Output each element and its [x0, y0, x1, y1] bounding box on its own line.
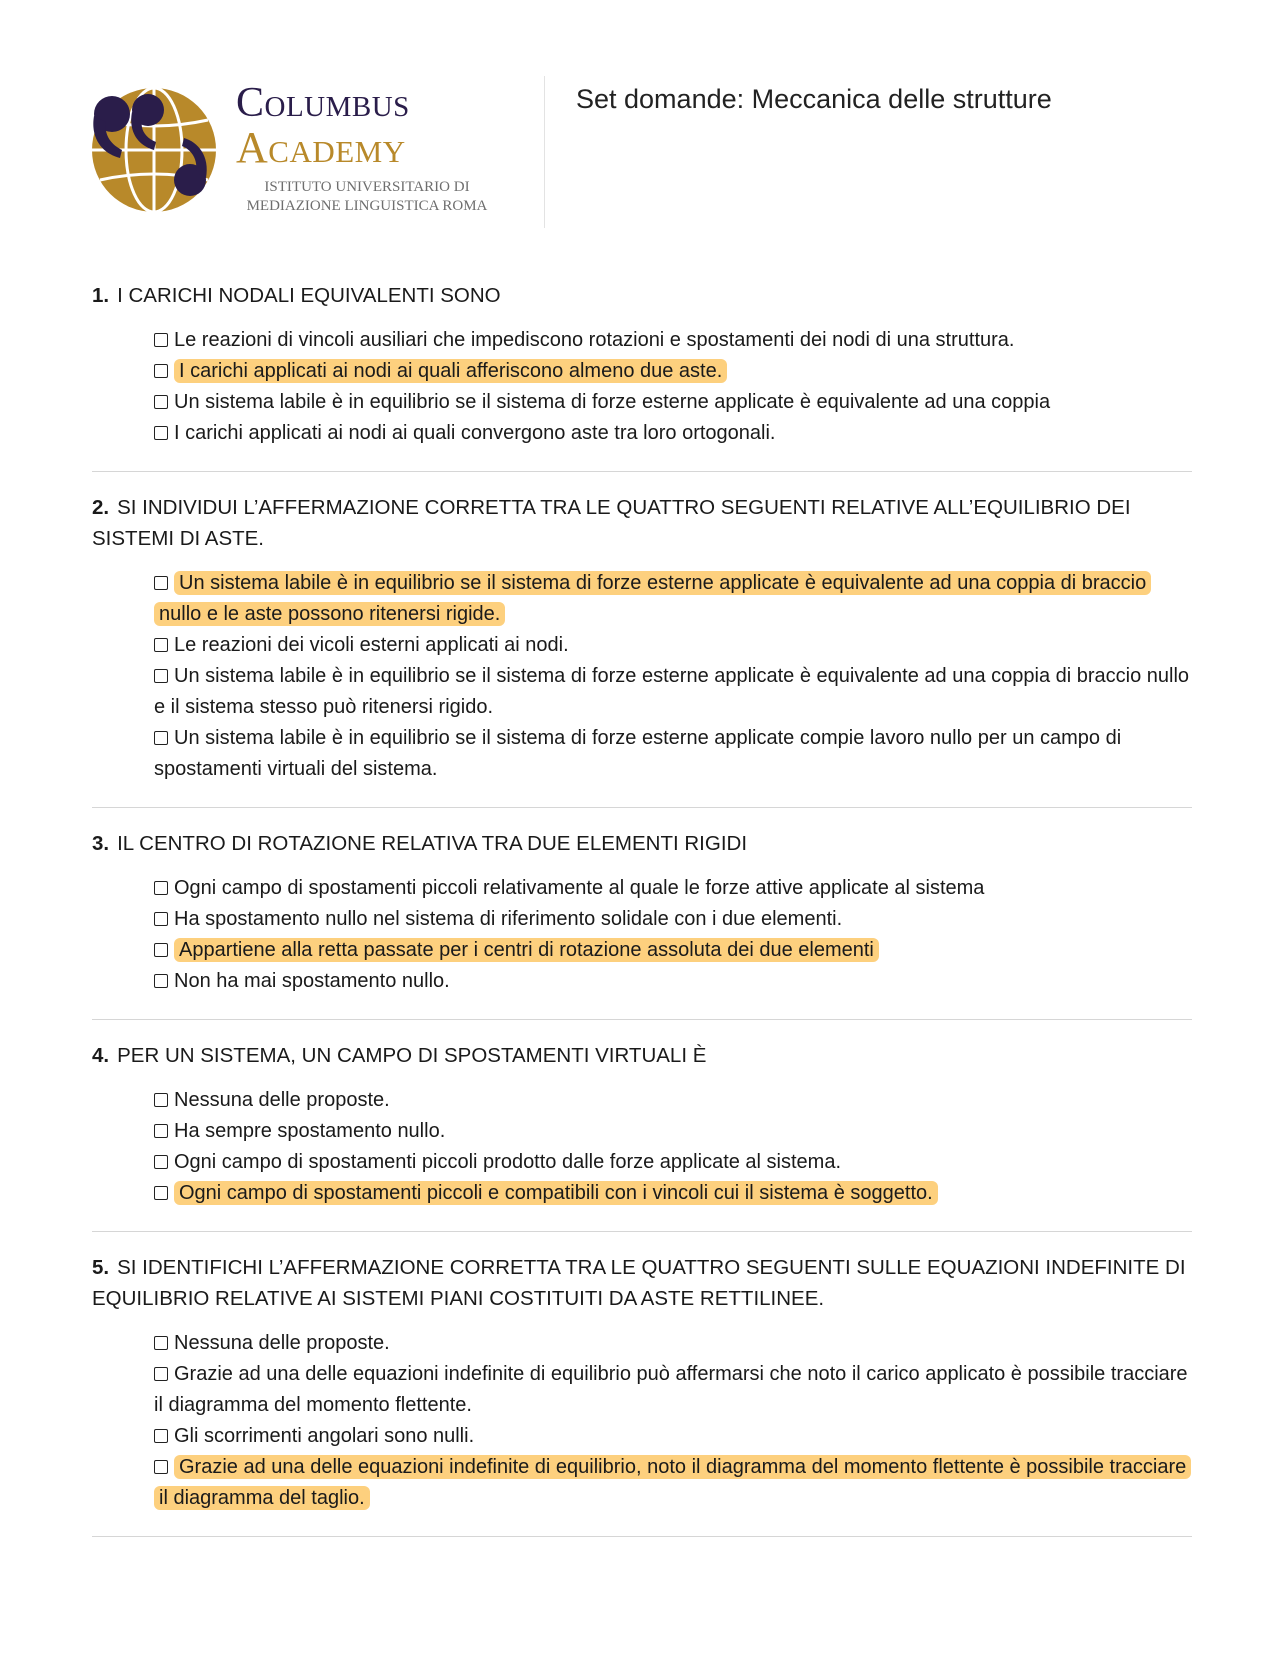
checkbox-icon[interactable]	[154, 1460, 168, 1474]
logo-subtitle-line1: ISTITUTO UNIVERSITARIO DI	[264, 179, 470, 195]
answer-text: Un sistema labile è in equilibrio se il sistema di forze esterne applicate è equivalente ad una coppia di braccio nullo e il sistema stesso può ritenersi rigido.	[154, 665, 1190, 718]
answer-option[interactable]	[154, 1147, 1192, 1178]
checkbox-icon[interactable]	[154, 881, 168, 895]
answer-option[interactable]	[154, 356, 1192, 387]
answer-option[interactable]	[154, 1421, 1192, 1452]
checkbox-icon[interactable]	[154, 638, 168, 652]
checkbox-icon[interactable]	[154, 1336, 168, 1350]
answer-option[interactable]	[154, 904, 1192, 935]
logo-text-academy: Academy	[236, 123, 406, 172]
columbus-academy-logo	[82, 78, 502, 228]
answer-text: Le reazioni dei vicoli esterni applicati ai nodi.	[174, 634, 569, 656]
checkbox-icon[interactable]	[154, 974, 168, 988]
answer-text: Nessuna delle proposte.	[174, 1332, 390, 1354]
checkbox-icon[interactable]	[154, 1093, 168, 1107]
question-number: 5.	[92, 1256, 110, 1279]
question-label: PER UN SISTEMA, UN CAMPO DI SPOSTAMENTI VIRTUALI È	[117, 1044, 707, 1067]
answer-option[interactable]	[154, 630, 1192, 661]
question-number: 4.	[92, 1044, 110, 1067]
answer-option[interactable]	[154, 387, 1192, 418]
question-block	[92, 1252, 1192, 1537]
checkbox-icon[interactable]	[154, 1155, 168, 1169]
answer-text: Nessuna delle proposte.	[174, 1089, 390, 1111]
answer-option[interactable]	[154, 723, 1192, 785]
answer-options	[154, 568, 1192, 785]
question-number: 2.	[92, 496, 110, 519]
answer-option[interactable]	[154, 1359, 1192, 1421]
answer-text: Ha spostamento nullo nel sistema di riferimento solidale con i due elementi.	[174, 908, 843, 930]
question-text	[92, 1040, 1192, 1071]
checkbox-icon[interactable]	[154, 364, 168, 378]
checkbox-icon[interactable]	[154, 333, 168, 347]
answer-options	[154, 1328, 1192, 1514]
answer-option[interactable]	[154, 325, 1192, 356]
answer-text: Un sistema labile è in equilibrio se il sistema di forze esterne applicate compie lavoro nullo per un campo di spostamenti virtuali del sistema.	[154, 727, 1122, 780]
question-text	[92, 280, 1192, 311]
answer-options	[154, 1085, 1192, 1209]
question-label: SI INDIVIDUI L’AFFERMAZIONE CORRETTA TRA LE QUATTRO SEGUENTI RELATIVE ALL’EQUILIBRIO DEI SISTEMI DI ASTE.	[92, 496, 1131, 550]
logo-subtitle-line2: MEDIAZIONE LINGUISTICA ROMA	[246, 198, 488, 214]
answer-option[interactable]	[154, 1328, 1192, 1359]
question-number: 1.	[92, 284, 110, 307]
highlighted-answer-text: Appartiene alla retta passate per i centri di rotazione assoluta dei due elementi	[174, 938, 879, 962]
answer-option[interactable]	[154, 966, 1192, 997]
answer-option[interactable]	[154, 1452, 1192, 1514]
answer-option[interactable]	[154, 1116, 1192, 1147]
checkbox-icon[interactable]	[154, 1429, 168, 1443]
question-block	[92, 828, 1192, 1020]
answer-text: Le reazioni di vincoli ausiliari che impediscono rotazioni e spostamenti dei nodi di una struttura.	[174, 329, 1015, 351]
question-label: SI IDENTIFICHI L’AFFERMAZIONE CORRETTA TRA LE QUATTRO SEGUENTI SULLE EQUAZIONI INDEFINITE DI EQUILIBRIO RELATIVE AI SISTEMI PIANI COSTITUITI DA ASTE RETTILINEE.	[92, 1256, 1186, 1310]
checkbox-icon[interactable]	[154, 1186, 168, 1200]
checkbox-icon[interactable]	[154, 1367, 168, 1381]
checkbox-icon[interactable]	[154, 669, 168, 683]
answer-options	[154, 325, 1192, 449]
page-header	[82, 78, 1192, 228]
question-text	[92, 1252, 1192, 1314]
document-title: Set domande: Meccanica delle strutture	[576, 84, 1052, 114]
highlighted-answer-text: Un sistema labile è in equilibrio se il sistema di forze esterne applicate è equivalente ad una coppia di braccio nullo e le aste possono ritenersi rigide.	[154, 571, 1151, 626]
question-block	[92, 492, 1192, 808]
question-label: IL CENTRO DI ROTAZIONE RELATIVA TRA DUE ELEMENTI RIGIDI	[117, 832, 748, 855]
question-text	[92, 492, 1192, 554]
answer-option[interactable]	[154, 1085, 1192, 1116]
answer-option[interactable]	[154, 935, 1192, 966]
checkbox-icon[interactable]	[154, 576, 168, 590]
question-number: 3.	[92, 832, 110, 855]
question-block	[92, 280, 1192, 472]
checkbox-icon[interactable]	[154, 1124, 168, 1138]
question-block	[92, 1040, 1192, 1232]
answer-text: Grazie ad una delle equazioni indefinite di equilibrio può affermarsi che noto il carico applicato è possibile tracciare il diagramma del momento flettente.	[154, 1363, 1188, 1416]
highlighted-answer-text: Grazie ad una delle equazioni indefinite di equilibrio, noto il diagramma del momento flettente è possibile tracciare il diagramma del taglio.	[154, 1455, 1191, 1510]
answer-options	[154, 873, 1192, 997]
answer-text: I carichi applicati ai nodi ai quali convergono aste tra loro ortogonali.	[174, 422, 776, 444]
question-list	[92, 280, 1192, 1557]
logo-globe-quotes-icon	[82, 78, 222, 218]
answer-text: Gli scorrimenti angolari sono nulli.	[174, 1425, 475, 1447]
answer-option[interactable]	[154, 661, 1192, 723]
header-divider	[544, 76, 545, 228]
answer-text: Ogni campo di spostamenti piccoli prodotto dalle forze applicate al sistema.	[174, 1151, 842, 1173]
highlighted-answer-text: I carichi applicati ai nodi ai quali afferiscono almeno due aste.	[174, 359, 727, 383]
checkbox-icon[interactable]	[154, 426, 168, 440]
question-text	[92, 828, 1192, 859]
answer-text: Non ha mai spostamento nullo.	[174, 970, 450, 992]
question-label: I CARICHI NODALI EQUIVALENTI SONO	[117, 284, 501, 307]
answer-option[interactable]	[154, 873, 1192, 904]
answer-text: Un sistema labile è in equilibrio se il sistema di forze esterne applicate è equivalente ad una coppia	[174, 391, 1051, 413]
checkbox-icon[interactable]	[154, 912, 168, 926]
checkbox-icon[interactable]	[154, 943, 168, 957]
checkbox-icon[interactable]	[154, 731, 168, 745]
checkbox-icon[interactable]	[154, 395, 168, 409]
logo-text-columbus: Columbus	[236, 80, 410, 126]
answer-text: Ha sempre spostamento nullo.	[174, 1120, 446, 1142]
answer-option[interactable]	[154, 418, 1192, 449]
answer-option[interactable]	[154, 1178, 1192, 1209]
highlighted-answer-text: Ogni campo di spostamenti piccoli e compatibili con i vincoli cui il sistema è soggetto.	[174, 1181, 938, 1205]
answer-text: Ogni campo di spostamenti piccoli relativamente al quale le forze attive applicate al sistema	[174, 877, 985, 899]
answer-option[interactable]	[154, 568, 1192, 630]
